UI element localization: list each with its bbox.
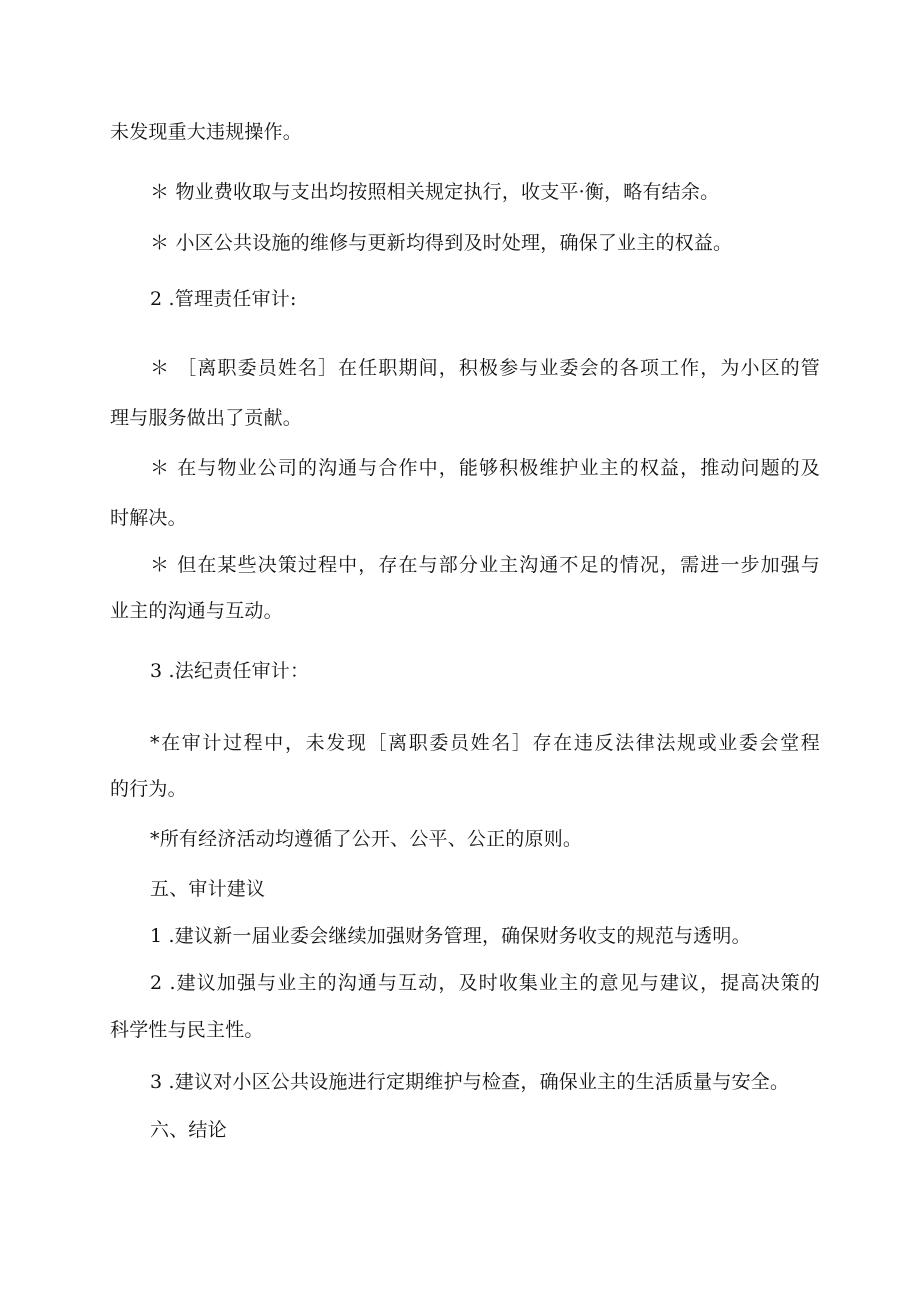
bullet-line: *所有经济活动均遵循了公开、公平、公正的原则。: [150, 828, 583, 850]
bullet-line: *在审计过程中，未发现［离职委员姓名］存在违反法律法规或业委会堂程: [150, 732, 820, 754]
bullet-line: ＊ ［离职委员姓名］在任职期间，积极参与业委会的各项工作，为小区的管: [150, 357, 820, 379]
paragraph-line: 的行为。: [110, 778, 187, 800]
paragraph-line: 理与服务做出了贡献。: [110, 407, 303, 429]
section-heading: 五、审计建议: [150, 878, 266, 900]
paragraph-line: 业主的沟通与互动。: [110, 600, 283, 622]
paragraph-line: 科学性与民主性。: [110, 1019, 264, 1041]
bullet-line: ＊ 物业费收取与支出均按照相关规定执行，收支平·衡，略有结余。: [150, 181, 720, 203]
section-heading: 2 .管理责任审计:: [150, 288, 297, 310]
numbered-item: 1 .建议新一届业委会继续加强财务管理，确保财务收支的规范与透明。: [150, 925, 751, 947]
paragraph-line: 未发现重大违规操作。: [110, 121, 303, 143]
numbered-item: 2 .建议加强与业主的沟通与互动，及时收集业主的意见与建议，提高决策的: [150, 972, 820, 994]
bullet-line: ＊ 但在某些决策过程中，存在与部分业主沟通不足的情况，需进一步加强与: [150, 554, 820, 576]
paragraph-line: 时解决。: [110, 507, 187, 529]
section-heading: 六、结论: [150, 1119, 227, 1141]
numbered-item: 3 .建议对小区公共设施进行定期维护与检查，确保业主的生活质量与安全。: [150, 1071, 790, 1093]
section-heading: 3 .法纪责任审计：: [150, 660, 310, 682]
bullet-line: ＊ 在与物业公司的沟通与合作中，能够积极维护业主的权益，推动问题的及: [150, 457, 820, 479]
bullet-line: ＊ 小区公共设施的维修与更新均得到及时处理，确保了业主的权益。: [150, 232, 733, 254]
